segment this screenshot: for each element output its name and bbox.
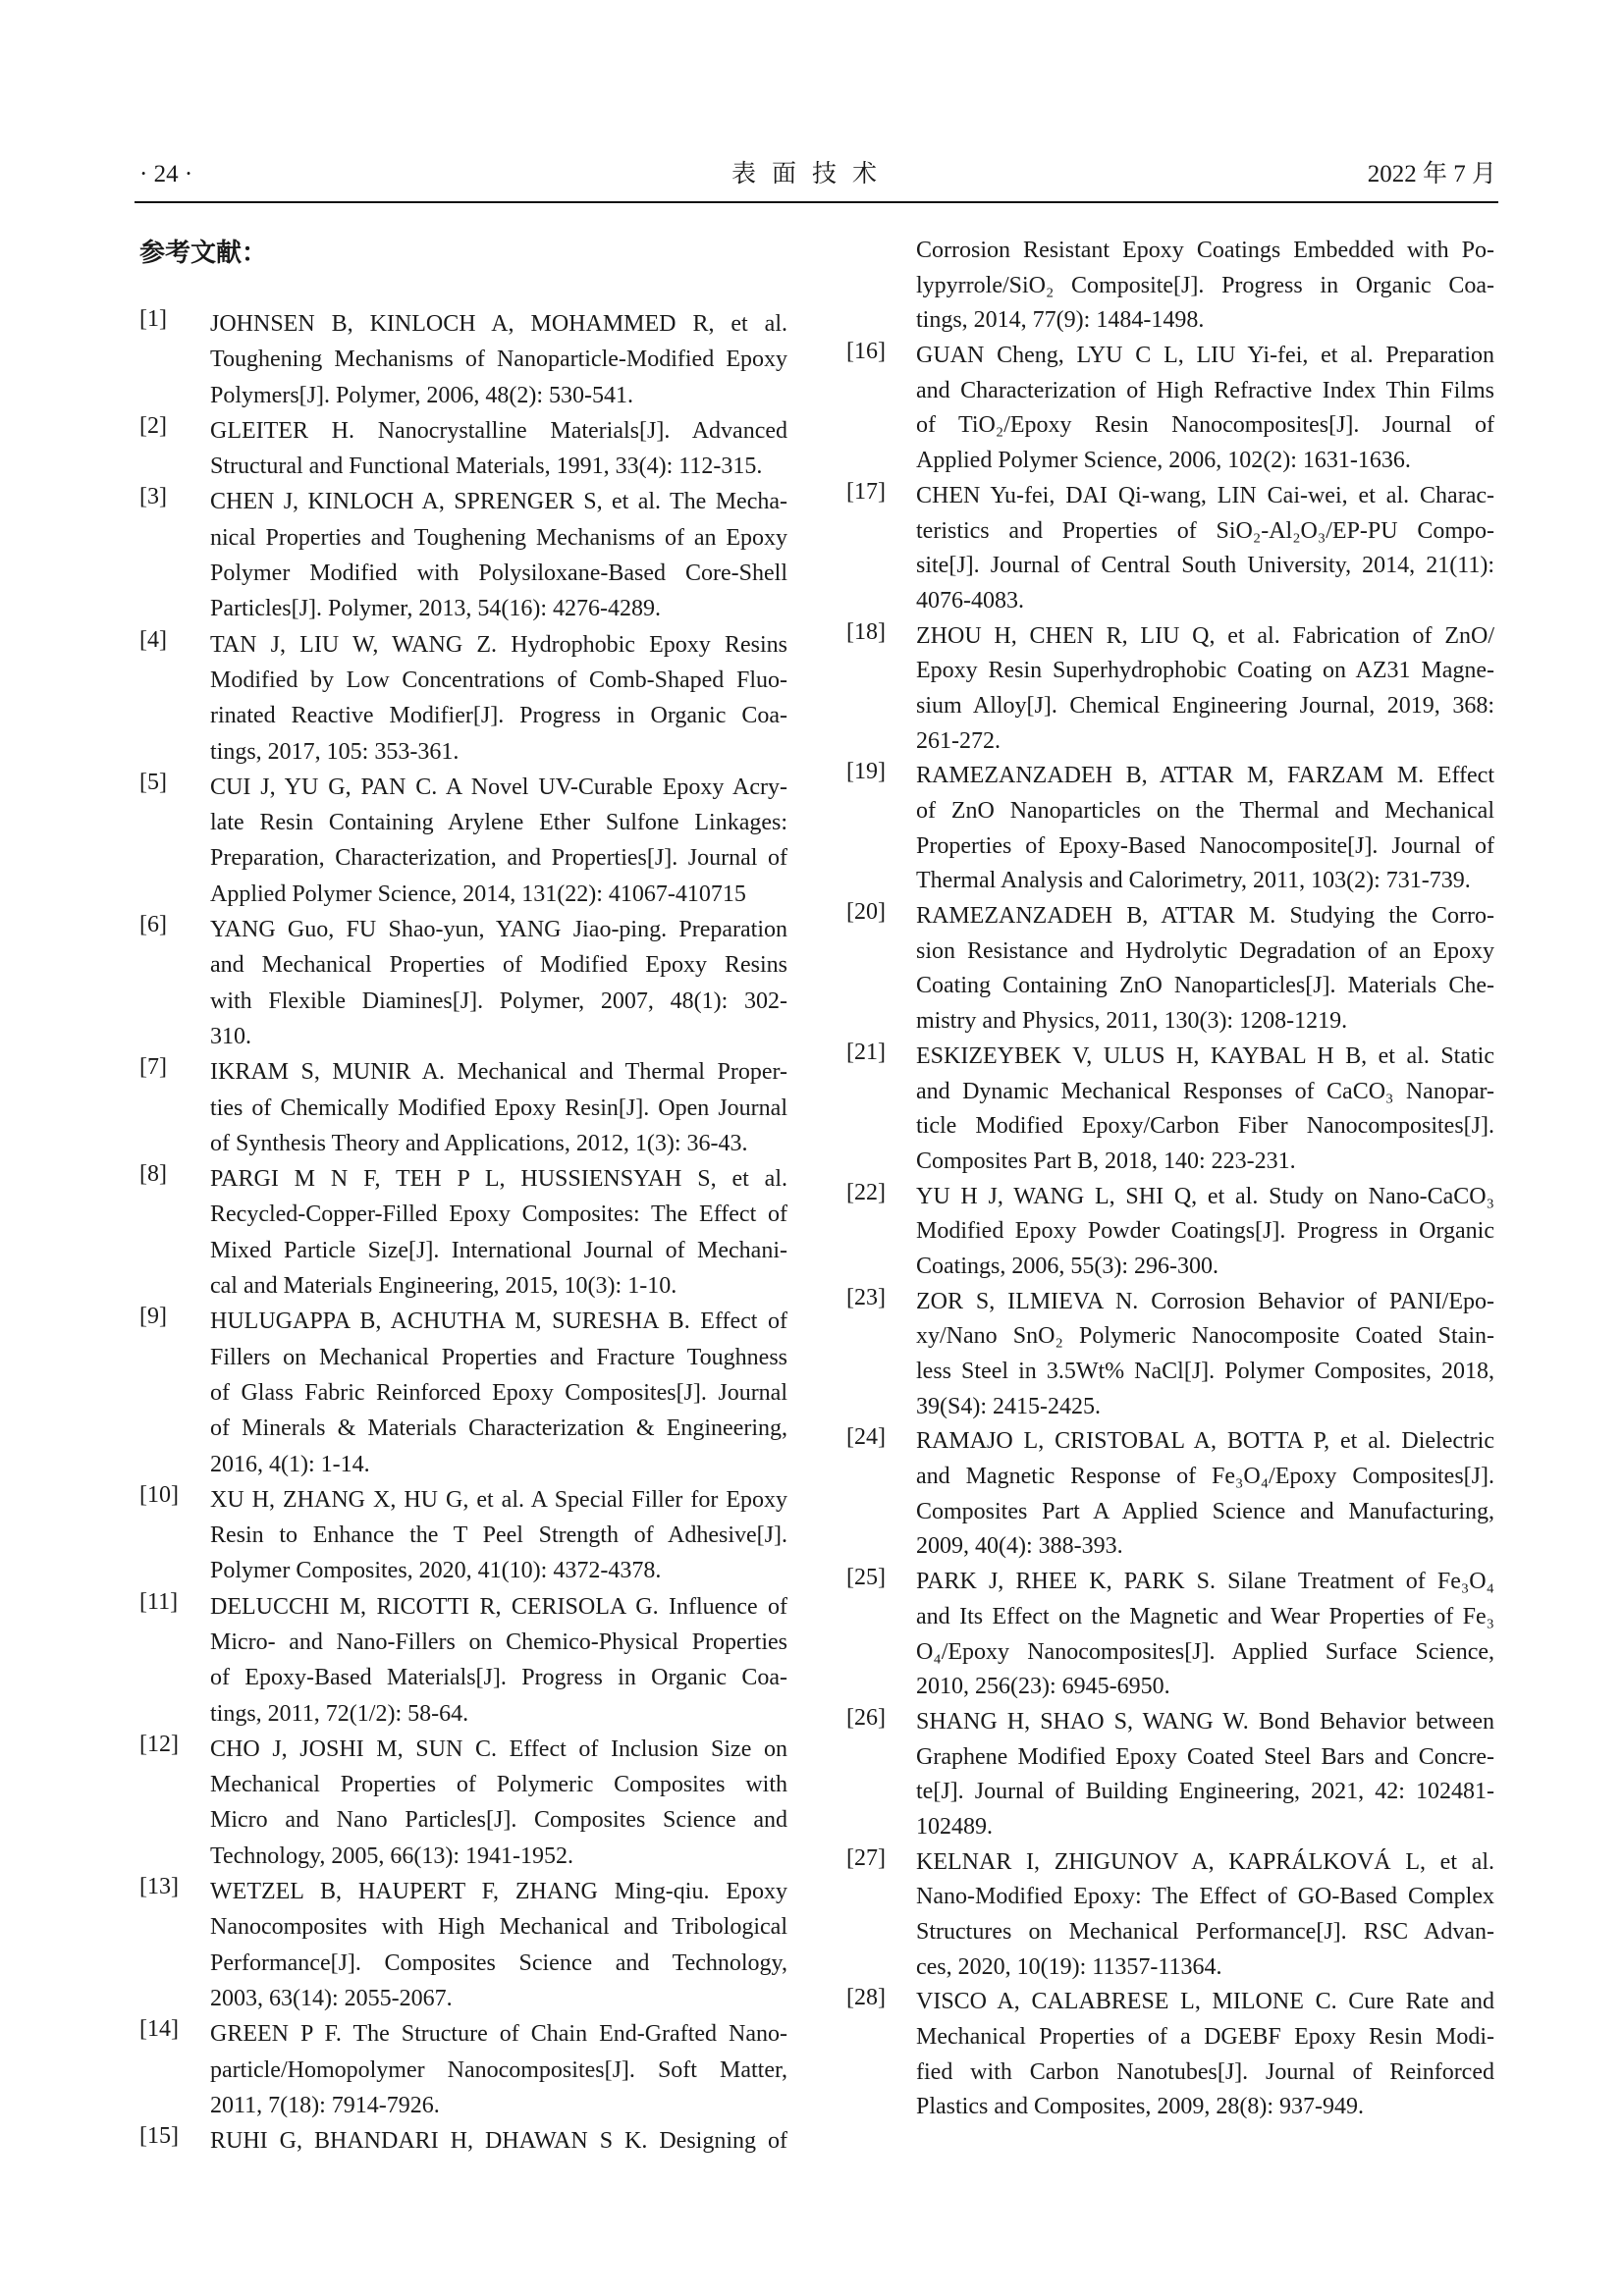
reference-entry: [846, 759, 1494, 899]
reference-number: [24]: [846, 1424, 886, 1451]
reference-entry: [846, 1565, 1494, 1705]
reference-text-line: Nano-Modified Epoxy: The Effect of GO-Based Complex: [916, 1884, 1494, 1910]
reference-number: [4]: [139, 626, 167, 653]
reference-text-line: of Synthesis Theory and Applications, 2012, 1(3): 36-43.: [210, 1130, 748, 1156]
reference-text-line: Mixed Particle Size[J]. International Journal of Mechani-: [210, 1237, 787, 1263]
reference-entry: [139, 413, 787, 485]
reference-text-line: tings, 2014, 77(9): 1484-1498.: [916, 307, 1205, 334]
reference-text-line: DELUCCHI M, RICOTTI R, CERISOLA G. Influence of: [210, 1593, 787, 1620]
reference-text-line: Epoxy Resin Superhydrophobic Coating on AZ31 Magne-: [916, 658, 1494, 684]
reference-text-line: rinated Reactive Modifier[J]. Progress in Organic Coa-: [210, 703, 787, 729]
reference-text-line: Coatings, 2006, 55(3): 296-300.: [916, 1253, 1218, 1279]
reference-text-line: WETZEL B, HAUPERT F, ZHANG Ming-qiu. Epoxy: [210, 1879, 787, 1905]
reference-entry: [846, 1985, 1494, 2125]
reference-text-line: 2011, 7(18): 7914-7926.: [210, 2092, 440, 2118]
reference-text-line: Mechanical Properties of Polymeric Composites with: [210, 1772, 787, 1798]
reference-entry: [139, 1589, 787, 1732]
reference-number: [27]: [846, 1844, 886, 1871]
reference-text-line: 2010, 256(23): 6945-6950.: [916, 1674, 1170, 1700]
reference-number: [10]: [139, 1481, 179, 1508]
reference-text-line: Fillers on Mechanical Properties and Fracture Toughness: [210, 1344, 787, 1370]
reference-text-line: and Dynamic Mechanical Responses of CaCO₃ Nanopar-: [916, 1078, 1494, 1104]
reference-text-line: xy/Nano SnO₂ Polymeric Nanocomposite Coated Stain-: [916, 1323, 1494, 1350]
reference-text-line: Composites Part B, 2018, 140: 223-231.: [916, 1148, 1296, 1174]
reference-number: [19]: [846, 759, 886, 785]
reference-entry: [139, 1304, 787, 1481]
reference-number: [14]: [139, 2016, 179, 2043]
reference-text-line: PARGI M N F, TEH P L, HUSSIENSYAH S, et al.: [210, 1166, 787, 1193]
reference-text-line: GLEITER H. Nanocrystalline Materials[J]. Advanced: [210, 417, 787, 444]
reference-text-line: of Glass Fabric Reinforced Epoxy Composites[J]. Journal: [210, 1379, 787, 1406]
reference-text-line: lypyrrole/SiO₂ Composite[J]. Progress in Organic Coa-: [916, 272, 1494, 298]
reference-text-line: Coating Containing ZnO Nanoparticles[J]. Materials Che-: [916, 973, 1494, 999]
reference-text-line: tings, 2017, 105: 353-361.: [210, 738, 460, 765]
reference-number: [1]: [139, 306, 167, 332]
reference-entry: [846, 1845, 1494, 1986]
reference-text-line: Nanocomposites with High Mechanical and Tribological: [210, 1914, 787, 1941]
reference-entry: [846, 1285, 1494, 1425]
reference-text-line: Modified Epoxy Powder Coatings[J]. Progress in Organic: [916, 1218, 1494, 1245]
reference-entry: [139, 484, 787, 626]
reference-text-line: 261-272.: [916, 727, 1001, 754]
reference-text-line: 4076-4083.: [916, 587, 1024, 614]
reference-text-line: KELNAR I, ZHIGUNOV A, KAPRÁLKOVÁ L, et al.: [916, 1848, 1494, 1875]
reference-text-line: 39(S4): 2415-2425.: [916, 1393, 1101, 1419]
reference-entry: [139, 627, 787, 770]
reference-text-line: mistry and Physics, 2011, 130(3): 1208-1219.: [916, 1008, 1348, 1035]
reference-number: [18]: [846, 618, 886, 645]
reference-entry: [846, 899, 1494, 1040]
reference-number: [2]: [139, 412, 167, 439]
references-heading: 参考文献：: [139, 239, 268, 268]
reference-number: [8]: [139, 1161, 167, 1188]
reference-text-line: YANG Guo, FU Shao-yun, YANG Jiao-ping. Preparation: [210, 917, 787, 943]
references-column-right: [846, 234, 1494, 2125]
reference-text-line: Micro- and Nano-Fillers on Chemico-Physical Properties: [210, 1629, 787, 1655]
reference-text-line: Composites Part A Applied Science and Manufacturing,: [916, 1498, 1494, 1524]
references-column-left: [139, 306, 787, 2159]
reference-entry: [846, 619, 1494, 760]
reference-text-line: and Its Effect on the Magnetic and Wear Properties of Fe₃: [916, 1603, 1494, 1629]
reference-text-line: TAN J, LIU W, WANG Z. Hydrophobic Epoxy Resins: [210, 631, 787, 658]
reference-text-line: cal and Materials Engineering, 2015, 10(3): 1-10.: [210, 1273, 677, 1300]
reference-text-line: GREEN P F. The Structure of Chain End-Grafted Nano-: [210, 2021, 787, 2048]
reference-number: [16]: [846, 339, 886, 365]
page-number: · 24 ·: [139, 161, 193, 187]
reference-number: [25]: [846, 1565, 886, 1591]
reference-text-line: teristics and Properties of SiO₂-Al₂O₃/EP-PU Compo-: [916, 517, 1494, 544]
reference-text-line: of ZnO Nanoparticles on the Thermal and Mechanical: [916, 798, 1494, 824]
reference-text-line: Polymer Modified with Polysiloxane-Based Core-Shell: [210, 561, 787, 587]
reference-text-line: CHEN J, KINLOCH A, SPRENGER S, et al. The Mecha-: [210, 489, 787, 515]
reference-number: [12]: [139, 1731, 179, 1757]
reference-text-line: XU H, ZHANG X, HU G, et al. A Special Filler for Epoxy: [210, 1486, 787, 1513]
reference-text-line: Applied Polymer Science, 2014, 131(22): 41067-410715: [210, 881, 746, 907]
reference-text-line: CHO J, JOSHI M, SUN C. Effect of Inclusion Size on: [210, 1735, 787, 1762]
reference-number: [7]: [139, 1054, 167, 1081]
reference-text-line: and Mechanical Properties of Modified Epoxy Resins: [210, 952, 787, 979]
reference-text-line: YU H J, WANG L, SHI Q, et al. Study on Nano-CaCO₃: [916, 1183, 1494, 1209]
reference-text-line: Resin to Enhance the T Peel Strength of Adhesive[J].: [210, 1522, 787, 1549]
reference-number: [22]: [846, 1179, 886, 1205]
reference-entry: [139, 1054, 787, 1161]
reference-entry: [846, 1705, 1494, 1845]
reference-text-line: Particles[J]. Polymer, 2013, 54(16): 4276-4289.: [210, 596, 661, 622]
reference-text-line: sium Alloy[J]. Chemical Engineering Journal, 2019, 368:: [916, 692, 1494, 719]
reference-text-line: RUHI G, BHANDARI H, DHAWAN S K. Designing of: [210, 2128, 787, 2155]
reference-text-line: Plastics and Composites, 2009, 28(8): 937-949.: [916, 2094, 1364, 2120]
reference-text-line: Polymers[J]. Polymer, 2006, 48(2): 530-541.: [210, 382, 634, 408]
reference-text-line: Corrosion Resistant Epoxy Coatings Embedded with Po-: [916, 238, 1494, 263]
reference-text-line: PARK J, RHEE K, PARK S. Silane Treatment of Fe₃O₄: [916, 1569, 1494, 1595]
reference-text-line: ESKIZEYBEK V, ULUS H, KAYBAL H B, et al. Static: [916, 1042, 1494, 1069]
reference-text-line: 2009, 40(4): 388-393.: [916, 1533, 1123, 1560]
reference-number: [15]: [139, 2123, 179, 2150]
reference-text-line: ZHOU H, CHEN R, LIU Q, et al. Fabrication of ZnO/: [916, 622, 1494, 649]
reference-text-line: RAMAJO L, CRISTOBAL A, BOTTA P, et al. Dielectric: [916, 1428, 1494, 1455]
reference-entry: [846, 234, 1494, 339]
reference-text-line: particle/Homopolymer Nanocomposites[J]. Soft Matter,: [210, 2056, 787, 2083]
reference-text-line: CUI J, YU G, PAN C. A Novel UV-Curable Epoxy Acry-: [210, 774, 787, 800]
header-rule: [135, 201, 1498, 203]
reference-text-line: O₄/Epoxy Nanocomposites[J]. Applied Surface Science,: [916, 1638, 1494, 1665]
reference-text-line: Thermal Analysis and Calorimetry, 2011, 103(2): 731-739.: [916, 868, 1471, 894]
reference-entry: [846, 1180, 1494, 1285]
reference-entry: [139, 1482, 787, 1589]
reference-text-line: tings, 2011, 72(1/2): 58-64.: [210, 1700, 469, 1727]
reference-number: [28]: [846, 1985, 886, 2011]
reference-text-line: Modified by Low Concentrations of Comb-Shaped Fluo-: [210, 667, 787, 693]
reference-text-line: GUAN Cheng, LYU C L, LIU Yi-fei, et al. Preparation: [916, 343, 1494, 369]
journal-title: 表面技术: [731, 161, 893, 187]
reference-text-line: of Minerals & Materials Characterization & Engineering,: [210, 1415, 787, 1442]
reference-text-line: of Epoxy-Based Materials[J]. Progress in Organic Coa-: [210, 1665, 787, 1691]
reference-text-line: late Resin Containing Arylene Ether Sulfone Linkages:: [210, 810, 787, 836]
reference-number: [3]: [139, 484, 167, 510]
reference-entry: [846, 1040, 1494, 1180]
reference-number: [13]: [139, 1874, 179, 1900]
reference-number: [20]: [846, 899, 886, 926]
reference-entry: [846, 339, 1494, 479]
reference-text-line: Performance[J]. Composites Science and Technology,: [210, 1949, 787, 1976]
reference-text-line: Technology, 2005, 66(13): 1941-1952.: [210, 1842, 574, 1869]
reference-text-line: 2003, 63(14): 2055-2067.: [210, 1985, 453, 2011]
reference-text-line: RAMEZANZADEH B, ATTAR M. Studying the Corro-: [916, 903, 1494, 930]
reference-text-line: Polymer Composites, 2020, 41(10): 4372-4378.: [210, 1558, 662, 1584]
reference-text-line: 102489.: [916, 1813, 993, 1840]
reference-number: [9]: [139, 1304, 167, 1330]
reference-text-line: RAMEZANZADEH B, ATTAR M, FARZAM M. Effect: [916, 763, 1494, 789]
reference-text-line: less Steel in 3.5Wt% NaCl[J]. Polymer Composites, 2018,: [916, 1359, 1494, 1384]
reference-text-line: and Characterization of High Refractive Index Thin Films: [916, 377, 1494, 403]
reference-text-line: with Flexible Diamines[J]. Polymer, 2007, 48(1): 302-: [210, 988, 787, 1014]
reference-text-line: Preparation, Characterization, and Properties[J]. Journal of: [210, 845, 787, 872]
reference-text-line: Properties of Epoxy-Based Nanocomposite[J]. Journal of: [916, 832, 1494, 859]
reference-text-line: IKRAM S, MUNIR A. Mechanical and Thermal Proper-: [210, 1059, 787, 1086]
reference-number: [26]: [846, 1704, 886, 1731]
reference-text-line: fied with Carbon Nanotubes[J]. Journal of Reinforced: [916, 2058, 1494, 2085]
reference-text-line: CHEN Yu-fei, DAI Qi-wang, LIN Cai-wei, et al. Charac-: [916, 482, 1494, 508]
reference-entry: [139, 2123, 787, 2159]
reference-text-line: 2016, 4(1): 1-14.: [210, 1451, 370, 1477]
reference-entry: [139, 770, 787, 912]
reference-text-line: ZOR S, ILMIEVA N. Corrosion Behavior of PANI/Epo-: [916, 1288, 1494, 1314]
reference-entry: [139, 1732, 787, 1874]
reference-text-line: Recycled-Copper-Filled Epoxy Composites: The Effect of: [210, 1201, 787, 1228]
reference-number: [5]: [139, 769, 167, 795]
reference-entry: [846, 479, 1494, 619]
reference-text-line: Toughening Mechanisms of Nanoparticle-Modified Epoxy: [210, 347, 787, 373]
reference-text-line: Structures on Mechanical Performance[J]. RSC Advan-: [916, 1919, 1494, 1945]
issue-date: 2022 年 7 月: [1367, 161, 1496, 187]
reference-text-line: Mechanical Properties of a DGEBF Epoxy Resin Modi-: [916, 2024, 1494, 2051]
reference-number: [21]: [846, 1039, 886, 1065]
reference-entry: [139, 1161, 787, 1304]
reference-number: [6]: [139, 912, 167, 938]
reference-number: [17]: [846, 478, 886, 505]
reference-entry: [139, 306, 787, 413]
reference-text-line: ties of Chemically Modified Epoxy Resin[J]. Open Journal: [210, 1095, 787, 1121]
reference-entry: [139, 912, 787, 1054]
reference-text-line: Micro and Nano Particles[J]. Composites Science and: [210, 1807, 787, 1834]
reference-number: [23]: [846, 1284, 886, 1310]
reference-text-line: JOHNSEN B, KINLOCH A, MOHAMMED R, et al.: [210, 311, 787, 337]
reference-text-line: sion Resistance and Hydrolytic Degradation of an Epoxy: [916, 937, 1494, 964]
reference-entry: [139, 1874, 787, 2016]
reference-entry: [846, 1424, 1494, 1565]
reference-text-line: VISCO A, CALABRESE L, MILONE C. Cure Rate and: [916, 1989, 1494, 2015]
reference-entry: [139, 2016, 787, 2123]
reference-text-line: Structural and Functional Materials, 1991, 33(4): 112-315.: [210, 454, 763, 480]
reference-text-line: ces, 2020, 10(19): 11357-11364.: [916, 1953, 1222, 1980]
reference-text-line: of TiO₂/Epoxy Resin Nanocomposites[J]. Journal of: [916, 412, 1494, 439]
reference-text-line: and Magnetic Response of Fe₃O₄/Epoxy Composites[J].: [916, 1464, 1494, 1490]
reference-text-line: SHANG H, SHAO S, WANG W. Bond Behavior between: [916, 1708, 1494, 1735]
reference-number: [11]: [139, 1588, 179, 1615]
reference-text-line: Graphene Modified Epoxy Coated Steel Bars and Concre-: [916, 1743, 1494, 1770]
reference-text-line: nical Properties and Toughening Mechanisms of an Epoxy: [210, 524, 787, 551]
reference-text-line: ticle Modified Epoxy/Carbon Fiber Nanocomposites[J].: [916, 1113, 1494, 1140]
reference-text-line: site[J]. Journal of Central South University, 2014, 21(11):: [916, 553, 1494, 579]
reference-text-line: Applied Polymer Science, 2006, 102(2): 1631-1636.: [916, 448, 1411, 474]
reference-text-line: 310.: [210, 1023, 251, 1049]
reference-text-line: HULUGAPPA B, ACHUTHA M, SURESHA B. Effect of: [210, 1308, 787, 1335]
reference-text-line: te[J]. Journal of Building Engineering, 2021, 42: 102481-: [916, 1779, 1494, 1805]
